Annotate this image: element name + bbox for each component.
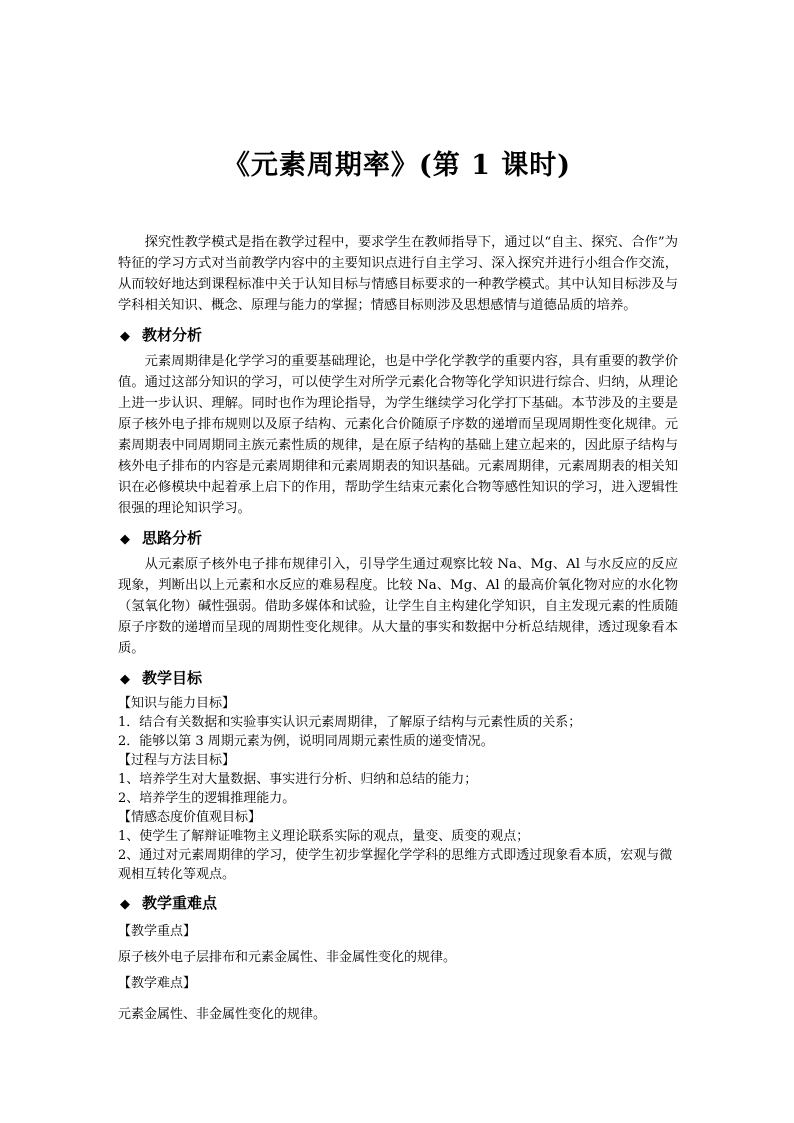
diamond-bullet-icon: ◆ (120, 532, 130, 547)
process-goals-label: 【过程与方法目标】 (118, 753, 236, 768)
diamond-bullet-icon: ◆ (120, 672, 130, 687)
emotion-goals-label: 【情感态度价值观目标】 (118, 810, 262, 825)
focus-text: 原子核外电子层排布和元素金属性、非金属性变化的规律。 (118, 950, 457, 965)
spacer (118, 995, 678, 1000)
page-title: 《元素周期率》(第 1 课时) (222, 150, 572, 181)
difficulty-label: 【教学难点】 (118, 976, 197, 991)
section-heading-approach (120, 525, 678, 553)
diamond-bullet-icon: ◆ (120, 897, 130, 912)
section-heading-text: 教学重难点 (142, 894, 218, 912)
intro-paragraph: 探究性教学模式是指在教学过程中，要求学生在教师指导下，通过以“自主、探究、合作”为特征的学习方式对当前教学内容中的主要知识点进行自主学习、深入探究并进行小组合作交流，从而较好地达到课程标准中关于认知目标与情感目标要求的一种教学模式。其中认知目标涉及与学科相关知识、概念、原理与能力的掌握；情感目标则涉及思想感情与道德品质的培养。 (118, 235, 678, 313)
emotion-goal-item: 1、使学生了解辩证唯物主义理论联系实际的观点，量变、质变的观点； (118, 829, 530, 844)
section-heading-goals (120, 665, 678, 693)
section-heading-text: 思路分析 (142, 529, 203, 547)
knowledge-goals-label: 【知识与能力目标】 (118, 696, 236, 711)
focus-label: 【教学重点】 (118, 924, 197, 939)
section-heading-text: 教材分析 (142, 326, 203, 344)
approach-paragraph: 从元素原子核外电子排布规律引入，引导学生通过观察比较 Na、Mg、Al 与水反应的反应现象，判断出以上元素和水反应的难易程度。比较 Na、Mg、Al 的最高价氧化物对应的水化物（氢氧化物）碱性强弱。借助多媒体和试验，让学生自主构建化学知识，自主发现元素的性质随原子序数的递增而呈现的周期性变化规律。从大量的事实和数据中分析总结规律，透过现象看本质。 (118, 557, 678, 656)
document-body (118, 232, 678, 1030)
section-heading-materials (120, 322, 678, 350)
section-heading-keypoints (120, 890, 678, 918)
process-goal-item: 1、培养学生对大量数据、事实进行分析、归纳和总结的能力； (118, 772, 478, 787)
knowledge-goal-item: 1．结合有关数据和实验事实认识元素周期律，了解原子结构与元素性质的关系； (118, 715, 582, 730)
emotion-goal-item: 2、通过对元素周期律的学习，使学生初步掌握化学学科的思维方式即透过现象看本质，宏观与微观相互转化等观点。 (118, 848, 673, 882)
difficulty-text: 元素金属性、非金属性变化的规律。 (118, 1007, 327, 1022)
process-goal-item: 2、培养学生的逻辑推理能力。 (118, 791, 296, 806)
materials-paragraph: 元素周期律是化学学习的重要基础理论，也是中学化学教学的重要内容，具有重要的教学价值。通过这部分知识的学习，可以使学生对所学元素化合物等化学知识进行综合、归纳，从理论上进一步认识、理解。同时也作为理论指导，为学生继续学习化学打下基础。本节涉及的主要是原子核外电子排布规则以及原子结构、元素化合价随原子序数的递增而呈现周期性变化规律。元素周期表中同周期同主族元素性质的规律，是在原子结构的基础上建立起来的，因此原子结构与核外电子排布的内容是元素周期律和元素周期表的知识基础。元素周期律，元素周期表的相关知识在必修模块中起着承上启下的作用，帮助学生结束元素化合物等感性知识的学习，进入逻辑性很强的理论知识学习。 (118, 354, 678, 516)
diamond-bullet-icon: ◆ (120, 329, 130, 344)
section-heading-text: 教学目标 (142, 669, 203, 687)
knowledge-goal-item: 2．能够以第 3 周期元素为例，说明同周期元素性质的递变情况。 (118, 734, 494, 749)
